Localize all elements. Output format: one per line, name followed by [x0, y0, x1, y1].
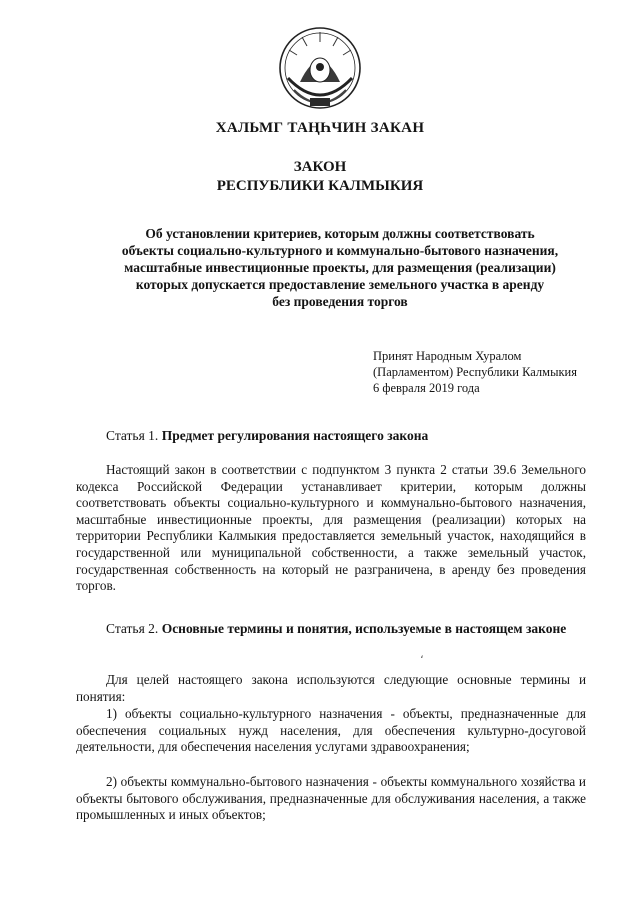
title-line: Об установлении критериев, которым должны соответствовать: [145, 226, 535, 241]
article-2-name: Основные термины и понятия, используемые в настоящем законе: [161, 621, 567, 636]
article-1-name: Предмет регулирования настоящего закона: [161, 428, 429, 443]
article-2-item-1: 1) объекты социально-культурного назначения - объекты, предназначенные для обеспечения социальных нужд населения, для обеспечения культурно-досуговой деятельности, для обеспечения населения услугами здравоохранения;: [76, 706, 586, 755]
article-2-intro: Для целей настоящего закона используются следующие основные термины и понятия:: [76, 672, 586, 704]
coat-of-arms-emblem: [270, 20, 370, 120]
title-line: масштабные инвестиционные проекты, для размещения (реализации): [124, 260, 556, 275]
title-line: без проведения торгов: [272, 294, 408, 309]
article-2-item-2: 2) объекты коммунально-бытового назначения - объекты коммунального хозяйства и объекты бытового обслуживания, предназначенные для обслуживания населения, а также промышленных и иных объектов;: [76, 774, 586, 823]
article-1-heading: [76, 427, 586, 444]
title-line: объекты социально-культурного и коммунально-бытового назначения,: [121, 243, 559, 258]
article-2-heading: [76, 620, 586, 637]
law-title: [80, 225, 600, 310]
kalmyk-title: ХАЛЬМГ ТАҢҺЧИН ЗАКАН: [215, 120, 425, 136]
article-1-text: Настоящий закон в соответствии с подпунктом 3 пункта 2 статьи 39.6 Земельного кодекса Российской Федерации устанавливает критерии, которым должны соответствовать объекты социально-культурного и коммунально-бытового назначения, масштабные инвестиционные проекты, для размещения (реализации) которых на территории Республики Калмыкия предоставляется земельный участок, находящийся в государственной или муниципальной собственности, а также земельный участок, государственная собственность на который не разграничена, в аренду без проведения торгов.: [76, 462, 586, 594]
adoption-line-1: Принят Народным Хуралом: [373, 349, 522, 363]
title-line: которых допускается предоставление земельного участка в аренду: [135, 277, 545, 292]
article-2-prefix: Статья 2.: [106, 621, 159, 636]
adoption-line-2: (Парламентом) Республики Калмыкия: [373, 365, 577, 379]
adoption-date: 6 февраля 2019 года: [373, 381, 480, 395]
article-1-prefix: Статья 1.: [106, 428, 159, 443]
adoption-note: [373, 348, 577, 396]
stray-mark: ،: [420, 649, 424, 661]
law-heading: [0, 158, 640, 196]
republic-name: РЕСПУБЛИКИ КАЛМЫКИЯ: [216, 178, 424, 194]
law-word: ЗАКОН: [293, 159, 347, 175]
